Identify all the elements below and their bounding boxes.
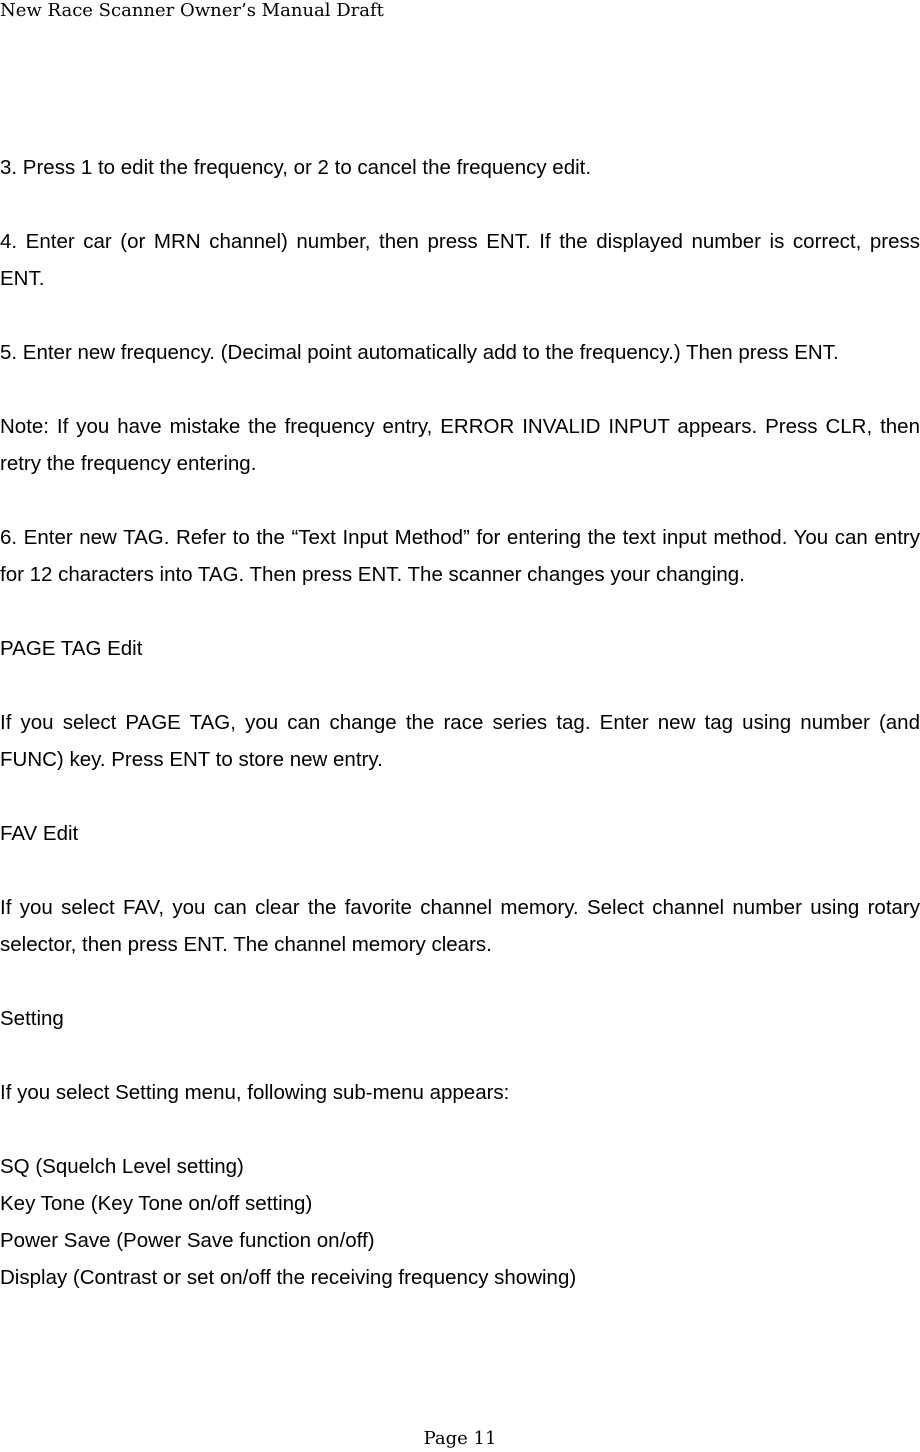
page-tag-edit-heading: PAGE TAG Edit: [0, 637, 143, 660]
setting-paragraph: If you select Setting menu, following sub-menu appears:: [0, 1081, 510, 1104]
page-number: Page 11: [423, 1428, 497, 1449]
submenu-item-power-save: Power Save (Power Save function on/off): [0, 1229, 375, 1252]
setting-heading: Setting: [0, 1007, 64, 1030]
page-tag-edit-paragraph: If you select PAGE TAG, you can change the race series tag. Enter new tag using number (and FUNC) key. Press ENT to store new entry.: [0, 711, 920, 771]
page-header: New Race Scanner Owner’s Manual Draft: [0, 0, 384, 21]
note-paragraph: Note: If you have mistake the frequency entry, ERROR INVALID INPUT appears. Press CLR, then retry the frequency entering.: [0, 415, 920, 475]
step-4-paragraph: 4. Enter car (or MRN channel) number, then press ENT. If the displayed number is correct, press ENT.: [0, 230, 920, 290]
fav-edit-heading: FAV Edit: [0, 822, 79, 845]
fav-edit-paragraph: If you select FAV, you can clear the favorite channel memory. Select channel number using rotary selector, then press ENT. The channel memory clears.: [0, 896, 920, 956]
document-body: [0, 149, 920, 1296]
step-5-paragraph: 5. Enter new frequency. (Decimal point automatically add to the frequency.) Then press ENT.: [0, 341, 839, 364]
submenu-item-key-tone: Key Tone (Key Tone on/off setting): [0, 1192, 313, 1215]
submenu-item-display: Display (Contrast or set on/off the receiving frequency showing): [0, 1266, 577, 1289]
setting-submenu-list: [0, 1148, 920, 1296]
submenu-item-sq: SQ (Squelch Level setting): [0, 1155, 244, 1178]
step-6-paragraph: 6. Enter new TAG. Refer to the “Text Input Method” for entering the text input method. You can entry for 12 characters into TAG. Then press ENT. The scanner changes your changing.: [0, 526, 920, 586]
step-3-paragraph: 3. Press 1 to edit the frequency, or 2 to cancel the frequency edit.: [0, 156, 592, 179]
